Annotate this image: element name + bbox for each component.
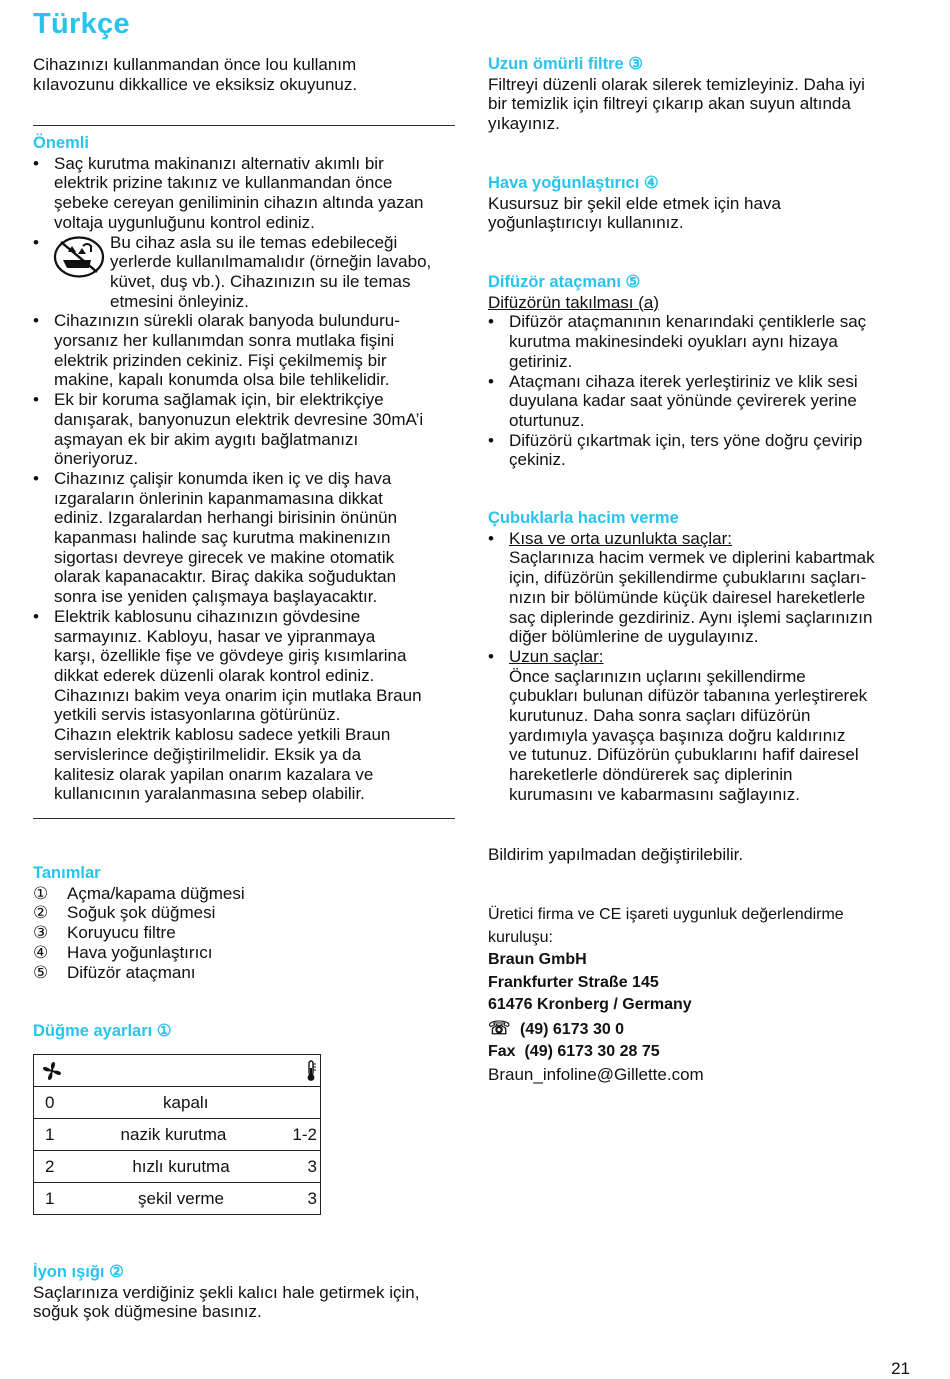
dugme-heading: Düğme ayarları ①: [33, 1022, 172, 1040]
setting-label: kapalı: [163, 1092, 209, 1112]
bullet-line: Önce saçlarınızın uçlarını şekillendirme: [509, 666, 806, 686]
table-row: [34, 1151, 321, 1183]
setting-level: 1: [45, 1124, 55, 1144]
bullet-line: Elektrik kablosunu cihazınızın gövdesine: [54, 606, 361, 626]
company-name: Braun GmbH: [488, 951, 587, 968]
list-item: [33, 884, 453, 904]
bullet-item: [488, 431, 918, 470]
bullet-line: şebeke cereyan geniliminin cihazın altında yazan: [54, 193, 424, 213]
manufacturer-block: [488, 904, 928, 1086]
company-phone: [488, 1017, 928, 1042]
difuzor-section: [488, 273, 918, 470]
bullet-line: ediniz. Izgaralardan herhangi birisinin önünün: [54, 508, 398, 528]
bullet-line: sigortası devreye girecek ve makine otomatik: [54, 547, 395, 567]
setting-heat: 3: [307, 1188, 317, 1208]
bullet-line: olarak kapanacaktır. Biraç dakika soğuduktan: [54, 567, 397, 587]
bullet-line: karşı, özellikle fişe ve gövdeye giriş kısımlarina: [54, 646, 407, 666]
filtre-section: [488, 55, 918, 134]
bullet-line: etmesini önleyiniz.: [110, 291, 249, 311]
company-fax: Fax (49) 6173 30 28 75: [488, 1043, 660, 1060]
difuzor-heading: Difüzör ataçmanı ⑤: [488, 273, 641, 291]
filtre-line: bir temizlik için filtreyi çıkarıp akan suyun altında: [488, 94, 851, 114]
list-item: [33, 943, 453, 963]
tanimlar-heading: Tanımlar: [33, 864, 101, 882]
bullet-item: [33, 390, 458, 469]
bullet-line: dikkat ederek düzenli olarak kontrol ediniz.: [54, 665, 375, 685]
setting-label: nazik kurutma: [120, 1124, 227, 1144]
page-title: Türkçe: [33, 8, 130, 40]
setting-level: 1: [45, 1188, 55, 1208]
intro-line: Cihazınızı kullanmandan önce lou kullanım: [33, 55, 357, 74]
bullet-line: kurutunuz. Daha sonra saçları difüzörün: [509, 706, 811, 726]
bullet-line: sonra ise yeniden çalışmaya başlayacaktır.: [54, 587, 378, 607]
bullet-icon: •: [488, 528, 494, 548]
bullet-icon: •: [33, 232, 39, 252]
bullet-icon: •: [33, 311, 39, 331]
manufacturer-line: kuruluşu:: [488, 928, 553, 946]
item-label: Koruyucu filtre: [67, 923, 176, 943]
table-header-row: [34, 1055, 321, 1087]
bullet-line: sarmayınız. Kabloyu, hasar ve yipranmaya: [54, 626, 376, 646]
bullet-line: yardımıyla yavaşça başınıza doğru kaldırınız: [509, 725, 846, 745]
bullet-item-warning: [33, 233, 458, 312]
bullet-line: küvet, duş vb.). Cihazınızın su ile temas: [110, 271, 411, 291]
bullet-line: servislerince değiştirilmelidir. Eksik ya da: [54, 744, 362, 764]
settings-table: [33, 1054, 321, 1215]
intro-text: [33, 55, 453, 94]
bullet-icon: •: [33, 606, 39, 626]
cubuk-section: [488, 509, 918, 805]
bullet-item: [33, 154, 458, 233]
company-city: 61476 Kronberg / Germany: [488, 996, 692, 1013]
bullet-line: Cihazınızı bakim veya onarim için mutlaka Braun: [54, 685, 422, 705]
tanimlar-section: [33, 864, 453, 982]
item-number: ④: [33, 942, 49, 962]
bullet-line: danışarak, banyonuzun elektrik devresine 30mA’i: [54, 409, 424, 429]
bullet-item: [33, 469, 458, 607]
iyon-line: soğuk şok düğmesine basınız.: [33, 1302, 262, 1322]
bullet-icon: •: [488, 430, 494, 450]
filtre-heading: Uzun ömürli filtre ③: [488, 55, 644, 73]
hava-section: [488, 174, 918, 233]
bullet-icon: •: [488, 312, 494, 332]
bullet-icon: •: [488, 646, 494, 666]
bullet-line: çubukları bulunan difüzör tabanına yerleştirerek: [509, 686, 868, 706]
difuzor-subheading: Difüzörün takılması (a): [488, 292, 659, 312]
bullet-line: kullanıcının yaralanmasına sebep olabilir.: [54, 784, 365, 804]
item-label: Difüzör ataçmanı: [67, 962, 196, 982]
bullet-line: kapanması halinde saç kurutma makinenızın: [54, 528, 391, 548]
setting-label: hızlı kurutma: [132, 1156, 230, 1176]
bullet-line: Difüzör ataçmanının kenarındaki çentiklerle saç: [509, 312, 867, 332]
bullet-line: ve tutunuz. Difüzörün çubuklarını hafif dairesel: [509, 745, 859, 765]
bullet-line: Cihazınız çalişir konumda iken iç ve diş hava: [54, 468, 392, 488]
intro-line: kılavozunu dikkallice ve eksiksiz okuyunuz.: [33, 74, 358, 94]
item-number: ①: [33, 883, 49, 903]
bullet-line: için, difüzörün şekillendirme çubuklarını saçları-: [509, 568, 867, 588]
bullet-line: duyulana kadar saat yönünde çevirerek yerine: [509, 391, 857, 411]
bullet-line: Bu cihaz asla su ile temas edebileceği: [110, 232, 398, 252]
table-row: [34, 1119, 321, 1151]
list-item: [33, 963, 453, 983]
filtre-line: yıkayınız.: [488, 114, 560, 134]
item-label: Hava yoğunlaştırıcı: [67, 942, 213, 962]
bullet-line: Ek bir koruma sağlamak için, bir elektrikçiye: [54, 390, 384, 410]
bullet-line: Saç kurutma makinanızı alternativ akımlı bir: [54, 153, 384, 173]
bullet-line: yetkili servis istasyonlarına götürünüz.: [54, 705, 341, 725]
bullet-icon: •: [33, 153, 39, 173]
bullet-item: [33, 311, 458, 390]
bullet-line: diğer bölümlerine de uygulayınız.: [509, 627, 759, 647]
company-street: Frankfurter Straße 145: [488, 973, 659, 991]
iyon-line: Saçlarınıza verdiğiniz şekli kalıcı hale getirmek için,: [33, 1282, 420, 1302]
bullet-line: çekiniz.: [509, 450, 566, 470]
filtre-line: Filtreyi düzenli olarak silerek temizleyiniz. Daha iyi: [488, 74, 865, 94]
bullet-line: yerlerde kullanılmamalıdır (örneğin lavabo,: [110, 252, 432, 272]
bullet-item: [488, 647, 918, 805]
bullet-line: Cihazın elektrik kablosu sadece yetkili Braun: [54, 725, 391, 745]
bullet-line: kurumasını ve kabarmasını sağlayınız.: [509, 784, 801, 804]
bullet-line: hareketlerle döndürerek saç diplerinin: [509, 765, 793, 785]
setting-heat: 1-2: [292, 1124, 317, 1144]
manufacturer-line: Üretici firma ve CE işareti uygunluk değerlendirme: [488, 906, 844, 923]
table-row: [34, 1087, 321, 1119]
iyon-section: [33, 1263, 473, 1322]
onemli-section: [33, 134, 458, 804]
fan-icon: [42, 1061, 62, 1081]
bullet-line: aşmayan ek bir akim aygıtı bağlatmanızı: [54, 429, 359, 449]
setting-level: 0: [45, 1092, 55, 1112]
list-item: [33, 923, 453, 943]
bullet-item: [488, 312, 918, 371]
bullet-line: ızgaraların önlerinin kapanmamasına dikkat: [54, 488, 383, 508]
list-item: [33, 903, 453, 923]
bullet-line: saç diplerinde gezdiriniz. Aynı işlemi saçlarınızın: [509, 607, 873, 627]
bullet-line: elektrik prizinden cekiniz. Fişi çekilmemiş bir: [54, 350, 387, 370]
item-number: ⑤: [33, 962, 49, 982]
bullet-item: [488, 529, 918, 647]
onemli-heading: Önemli: [33, 134, 89, 152]
bullet-line: Ataçmanı cihaza iterek yerleştiriniz ve klik sesi: [509, 371, 858, 391]
section-divider: [33, 818, 455, 819]
bullet-title: Uzun saçlar:: [509, 646, 604, 666]
item-number: ③: [33, 923, 49, 943]
iyon-heading: İyon ışığı ②: [33, 1263, 124, 1281]
section-divider: [33, 125, 455, 126]
bullet-icon: •: [33, 390, 39, 410]
hava-heading: Hava yoğunlaştırıcı ④: [488, 174, 659, 192]
hava-line: yoğunlaştırıcıyı kullanınız.: [488, 213, 684, 233]
item-number: ②: [33, 903, 49, 923]
setting-heat: 3: [307, 1156, 317, 1176]
bullet-item: [488, 372, 918, 431]
bullet-line: yorsanız her kullanımdan sonra mutlaka fişini: [54, 331, 395, 351]
no-water-warning-icon: [53, 236, 105, 278]
bullet-line: getiriniz.: [509, 351, 573, 371]
bullet-line: nızın bir bölümünde küçük dairesel hareketlerle: [509, 587, 866, 607]
setting-label: şekil verme: [138, 1188, 224, 1208]
item-label: Açma/kapama düğmesi: [67, 883, 245, 903]
bullet-line: elektrik prizine takınız ve kullanmandan önce: [54, 173, 393, 193]
bullet-title: Kısa ve orta uzunlukta saçlar:: [509, 528, 733, 548]
bildirim-text: Bildirim yapılmadan değiştirilebilir.: [488, 845, 744, 864]
bullet-item: [33, 607, 458, 804]
bullet-line: oturtunuz.: [509, 410, 585, 430]
page-number: 21: [891, 1359, 910, 1378]
bullet-line: kurutma makinesindeki oyukları aynı hizaya: [509, 332, 838, 352]
bullet-line: öneriyoruz.: [54, 449, 139, 469]
item-label: Soğuk şok düğmesi: [67, 903, 216, 923]
phone-number: (49) 6173 30 0: [520, 1020, 625, 1038]
bullet-icon: •: [488, 371, 494, 391]
company-email[interactable]: Braun_infoline@Gillette.com: [488, 1064, 704, 1084]
hava-line: Kusursuz bir şekil elde etmek için hava: [488, 193, 781, 213]
thermometer-icon: [305, 1060, 317, 1082]
bullet-line: Cihazınızın sürekli olarak banyoda bulunduru-: [54, 311, 400, 331]
bullet-line: Saçlarınıza hacim vermek ve diplerini kabartmak: [509, 548, 875, 568]
bullet-icon: •: [33, 468, 39, 488]
setting-level: 2: [45, 1156, 55, 1176]
bullet-line: voltaja uygunluğunu kontrol ediniz.: [54, 212, 315, 232]
bullet-line: makine, kapalı konumda olsa bile tehlikelidir.: [54, 370, 390, 390]
phone-icon: ☏: [488, 1017, 511, 1038]
table-row: [34, 1183, 321, 1215]
cubuk-heading: Çubuklarla hacim verme: [488, 509, 679, 527]
bullet-line: kalitesiz olarak yapilan onarım kazalara ve: [54, 764, 374, 784]
bullet-line: Difüzörü çıkartmak için, ters yöne doğru çevirip: [509, 430, 863, 450]
